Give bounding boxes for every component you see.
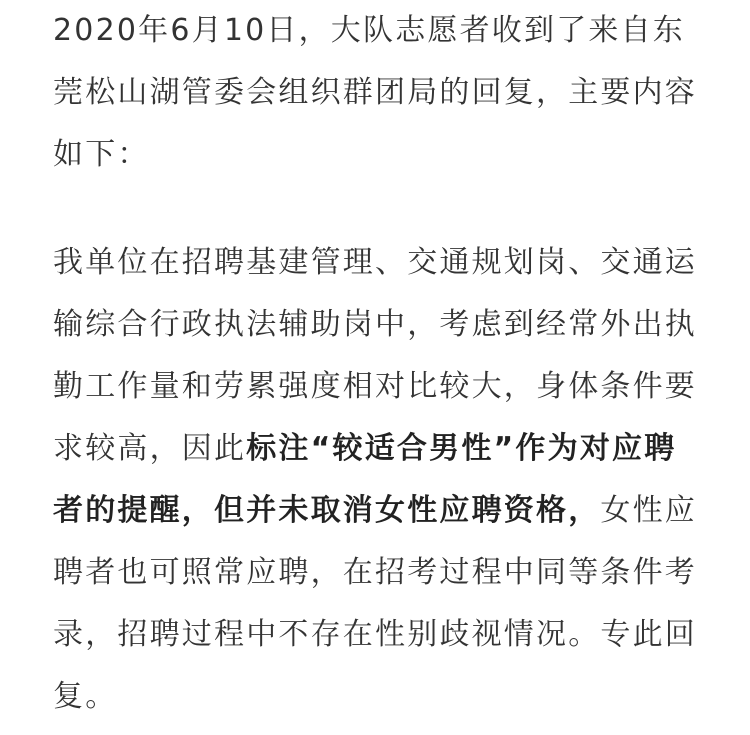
text-line-mixed — [53, 418, 703, 480]
text-line-mixed — [53, 480, 703, 542]
bold-highlight-text: 标注“较适合男性”作为对应聘 — [246, 431, 677, 466]
article-body — [53, 0, 703, 728]
paragraph-intro — [53, 0, 703, 186]
text-line: 输综合行政执法辅助岗中，考虑到经常外出执 — [53, 307, 697, 342]
text-line: 2020年6月10日，大队志愿者收到了来自东 — [53, 13, 686, 48]
text-line: 勤工作量和劳累强度相对比较大，身体条件要 — [53, 369, 697, 404]
text-line: 如下： — [53, 137, 150, 172]
text-line: 莞松山湖管委会组织群团局的回复，主要内容 — [53, 75, 697, 110]
plain-text: 求较高，因此 — [53, 431, 247, 466]
bold-highlight-text: 者的提醒，但并未取消女性应聘资格， — [53, 493, 601, 528]
text-line: 复。 — [53, 679, 118, 714]
text-line: 我单位在招聘基建管理、交通规划岗、交通运 — [53, 245, 697, 280]
text-line: 录，招聘过程中不存在性别歧视情况。专此回 — [53, 617, 697, 652]
paragraph-reply — [53, 232, 703, 728]
text-line: 聘者也可照常应聘，在招考过程中同等条件考 — [53, 555, 697, 590]
plain-text: 女性应 — [600, 493, 698, 528]
